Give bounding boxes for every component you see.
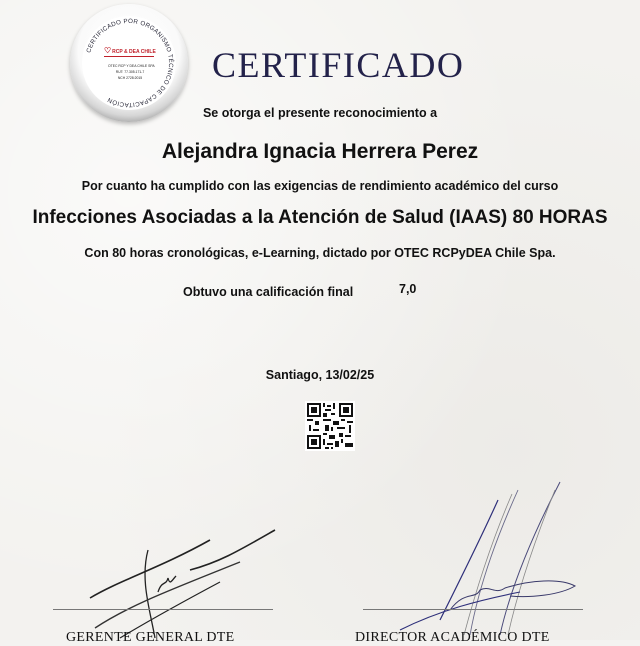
qr-code-icon[interactable]	[305, 401, 355, 451]
svg-text:CERTIFICADO POR ORGANISMO TÉCN: CERTIFICADO POR ORGANISMO TÉCNICO DE CAPACITACIÓN	[85, 17, 175, 109]
heart-icon: ♡	[104, 46, 112, 55]
grade-label: Obtuvo una calificación final	[183, 285, 354, 299]
course-name: Infecciones Asociadas a la Atención de Salud (IAAS) 80 HORAS	[32, 207, 608, 228]
signature-line-right	[363, 609, 583, 610]
seal-ring-text-icon	[70, 4, 188, 122]
seal-line-2: RUT: 77.305.171-7	[115, 70, 145, 74]
seal-ekg-line	[104, 56, 154, 57]
seal-logo	[70, 4, 188, 122]
signature-title-gerente: GERENTE GENERAL DTE	[66, 630, 235, 645]
seal-brand	[104, 46, 158, 55]
intro-text: Se otorga el presente reconocimiento a	[202, 106, 438, 120]
certificate-title: CERTIFICADO	[212, 45, 465, 85]
signature-director-icon	[380, 470, 600, 640]
signature-gerente-icon	[80, 520, 280, 640]
signature-line-left	[53, 609, 273, 610]
statement-text: Por cuanto ha cumplido con las exigencias de rendimiento académico del curso	[81, 179, 559, 193]
recipient-name: Alejandra Ignacia Herrera Perez	[161, 140, 479, 163]
seal-brand-text: RCP & DEA CHILE	[112, 49, 156, 55]
seal-line-3: NCH 2728:2015	[117, 76, 143, 80]
course-details: Con 80 horas cronológicas, e-Learning, dictado por OTEC RCPyDEA Chile Spa.	[84, 246, 556, 260]
place-date: Santiago, 13/02/25	[265, 368, 375, 382]
seal-line-1: OTEC RCP Y DEA CHILE SPA	[108, 64, 155, 68]
signature-title-director: DIRECTOR ACADÉMICO DTE	[355, 630, 550, 645]
grade-value: 7,0	[399, 282, 417, 296]
